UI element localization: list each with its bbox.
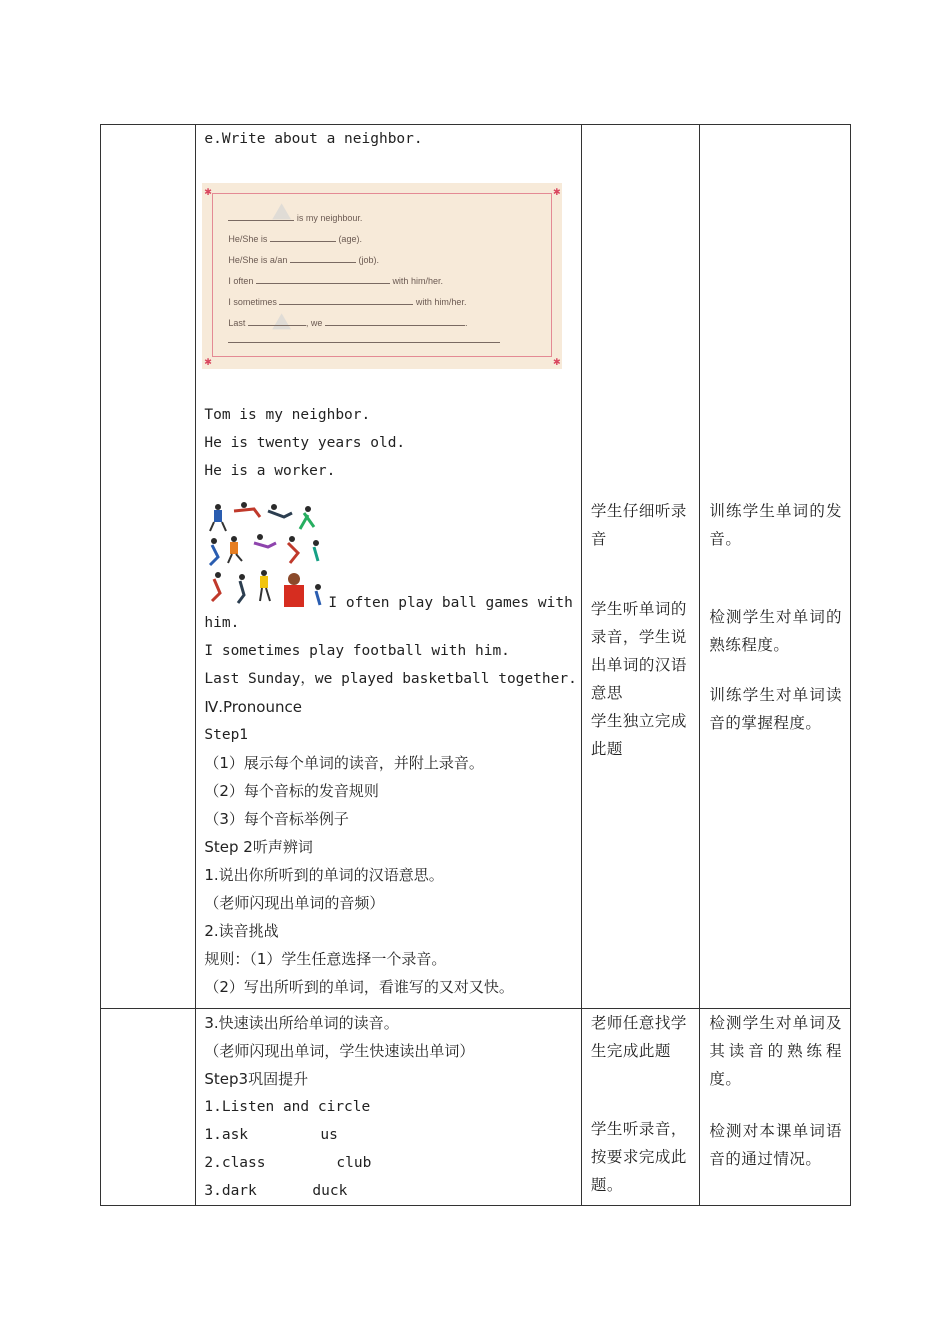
body-line: （2）写出所听到的单词，看谁写的又对又快。 [204, 978, 514, 996]
word-pair: 1.ask us [204, 1127, 338, 1143]
step-label: Step3巩固提升 [204, 1070, 309, 1088]
body-line: （老师闪现出单词，学生快速读出单词） [204, 1042, 475, 1060]
star-icon: ✱ [204, 184, 212, 198]
write-heading: e.Write about a neighbor. [204, 131, 423, 147]
student-activity-text: 学生仔细听录音 [590, 502, 687, 548]
purpose-text: 检测学生对单词的熟练程度。 [709, 608, 842, 654]
purpose-text: 训练学生单词的发音。 [709, 502, 842, 548]
body-line: I sometimes play football with him. [204, 643, 510, 659]
star-icon: ✱ [553, 184, 561, 198]
body-line: 3.快速读出所给单词的读音。 [204, 1014, 399, 1032]
empty-cell [101, 125, 196, 1009]
neighbor-form-image: ⛰ ⛰ ✱ ✱ ✱ ✱ is my neighbour. He/She is (age). He/She is a/an (job). I often with him/her. I sometimes with him/her. Last , we . [204, 184, 561, 368]
body-line: （2）每个音标的发音规则 [204, 782, 379, 800]
table-row [101, 125, 851, 1009]
form-line: Last , we . [228, 318, 468, 328]
form-line: I often with him/her. [228, 276, 443, 286]
sports-collage-image [204, 497, 326, 609]
purpose-cell [700, 125, 851, 1009]
purpose-cell [700, 1009, 851, 1206]
example-line: He is a worker. [204, 463, 336, 479]
example-line: He is twenty years old. [204, 435, 406, 451]
student-activity-text: 学生听录音，按要求完成此题。 [590, 1120, 687, 1194]
sports-caption: I often play ball games with [328, 595, 573, 611]
student-activity-cell [581, 125, 699, 1009]
body-line: 1.Listen and circle [204, 1099, 371, 1115]
star-icon: ✱ [204, 354, 212, 368]
purpose-text: 检测学生对单词及其读音的熟练程度。 [709, 1014, 842, 1088]
student-activity-text: 学生听单词的录音，学生说出单词的汉语意思 [590, 600, 687, 702]
body-line: him. [204, 615, 240, 631]
body-line: 1.说出你所听到的单词的汉语意思。 [204, 866, 444, 884]
section-heading: Ⅳ.Pronounce [204, 698, 302, 716]
body-line: （1）展示每个单词的读音，并附上录音。 [204, 754, 484, 772]
form-line: I sometimes with him/her. [228, 297, 467, 307]
body-line: （3）每个音标举例子 [204, 810, 349, 828]
teaching-content-cell [196, 1009, 582, 1206]
purpose-text: 检测对本课单词语音的通过情况。 [709, 1122, 842, 1168]
empty-cell [101, 1009, 196, 1206]
form-line: He/She is (age). [228, 234, 362, 244]
word-pair: 3.dark duck [204, 1183, 348, 1199]
body-line: 2.读音挑战 [204, 922, 279, 940]
step-label: Step 2听声辨词 [204, 838, 313, 856]
word-pair: 2.class club [204, 1155, 372, 1171]
star-icon: ✱ [553, 354, 561, 368]
form-line: He/She is a/an (job). [228, 255, 379, 265]
body-line: Last Sunday，we played basketball together. [204, 671, 577, 687]
student-activity-text: 老师任意找学生完成此题 [590, 1014, 687, 1060]
form-line: is my neighbour. [228, 211, 362, 223]
student-activity-cell [581, 1009, 699, 1206]
table-row [101, 1009, 851, 1206]
body-line: （老师闪现出单词的音频） [204, 894, 385, 912]
purpose-text: 训练学生对单词读音的掌握程度。 [709, 686, 842, 732]
student-activity-text: 学生独立完成此题 [590, 712, 687, 758]
lesson-plan-table [100, 124, 851, 1206]
teaching-content-cell [196, 125, 582, 1009]
example-line: Tom is my neighbor. [204, 407, 371, 423]
step-label: Step1 [204, 727, 249, 743]
body-line: 规则：（1）学生任意选择一个录音。 [204, 950, 447, 968]
